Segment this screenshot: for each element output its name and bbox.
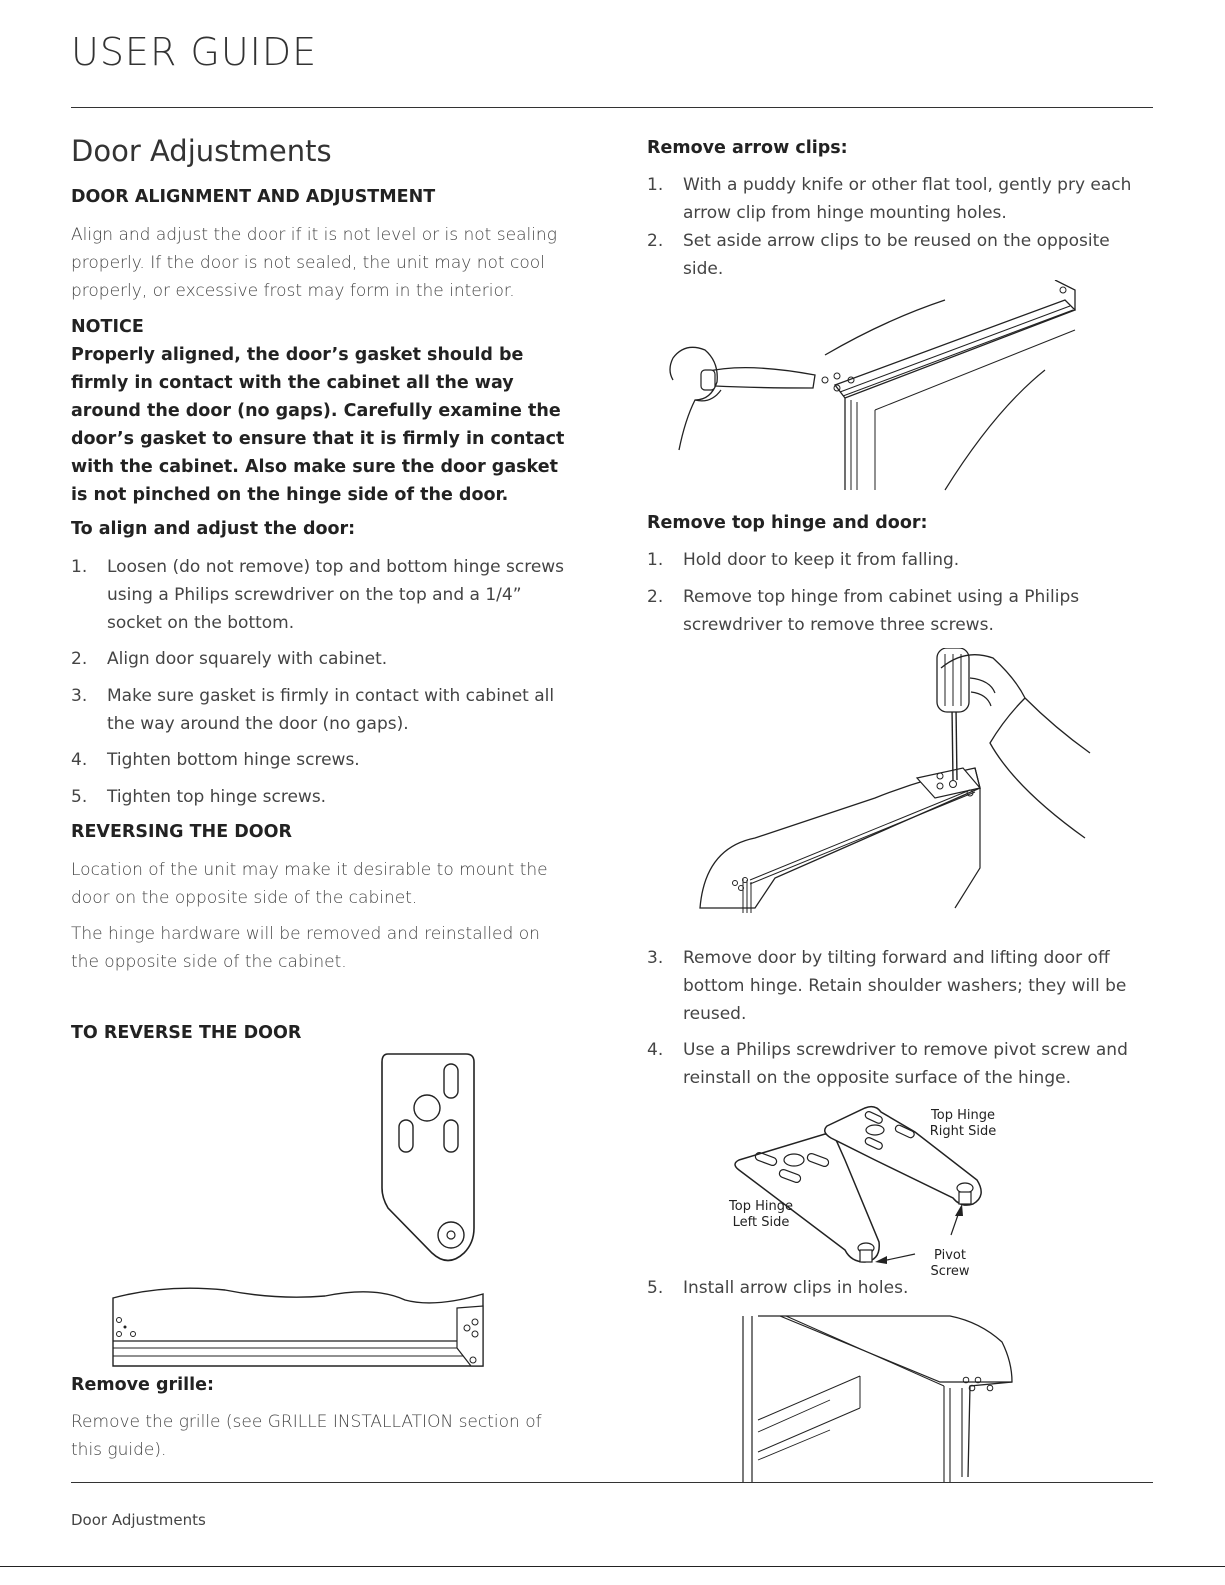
grille-heading: Remove grille: xyxy=(71,1375,214,1395)
alignment-heading: DOOR ALIGNMENT AND ADJUSTMENT xyxy=(71,187,436,207)
top-hinge-heading: Remove top hinge and door: xyxy=(647,513,928,533)
reversing-paragraph-1: Location of the unit may make it desirable to mount the door on the opposite side of the cabinet. xyxy=(71,860,548,908)
install-arrow-clips-illustration xyxy=(740,1312,1030,1487)
arrow-clips-heading: Remove arrow clips: xyxy=(647,138,848,158)
list-item: 1. Loosen (do not remove) top and bottom hinge screws using a Philips screwdriver on the top and a 1/4” socket on the bottom. xyxy=(71,557,565,633)
list-item: 2. Remove top hinge from cabinet using a Philips screwdriver to remove three screws. xyxy=(647,587,1080,635)
section-title: Door Adjustments xyxy=(71,134,332,168)
page-header-title: USER GUIDE xyxy=(71,30,318,74)
list-item: 4. Tighten bottom hinge screws. xyxy=(71,750,360,770)
list-item: 3. Remove door by tilting forward and lifting door off bottom hinge. Retain shoulder washers; they will be reused. xyxy=(647,948,1127,1024)
list-item: 4. Use a Philips screwdriver to remove pivot screw and reinstall on the opposite surface of the hinge. xyxy=(647,1040,1128,1088)
hinge-plate-illustration xyxy=(370,1048,490,1273)
list-item: 1. With a puddy knife or other flat tool, gently pry each arrow clip from hinge mounting holes. xyxy=(647,175,1132,223)
list-item: 1. Hold door to keep it from falling. xyxy=(647,550,960,570)
pry-arrow-clip-illustration xyxy=(665,280,1085,495)
list-item: 5. Install arrow clips in holes. xyxy=(647,1278,909,1298)
align-steps-heading: To align and adjust the door: xyxy=(71,519,356,539)
header-rule xyxy=(71,107,1153,108)
list-item: 3. Make sure gasket is firmly in contact with cabinet all the way around the door (no gaps). xyxy=(71,686,555,734)
reversing-paragraph-2: The hinge hardware will be removed and reinstalled on the opposite side of the cabinet. xyxy=(71,924,540,972)
screwdriver-hinge-illustration xyxy=(695,648,1105,918)
footer-rule xyxy=(71,1482,1153,1483)
list-item: 2. Align door squarely with cabinet. xyxy=(71,649,388,669)
alignment-paragraph: Align and adjust the door if it is not level or is not sealing properly. If the door is not sealed, the unit may not cool properly, or excessive frost may form in the interior. xyxy=(71,225,557,301)
notice-text: Properly aligned, the door’s gasket should be firmly in contact with the cabinet all the way around the door (no gaps). Carefully examine the door’s gasket to ensure that it is firmly in contact with the cabinet. Also make sure the door gasket is not pinched on the hinge side of the door. xyxy=(71,345,565,505)
grille-cabinet-illustration xyxy=(105,1278,490,1383)
hinge-label-right: Top Hinge Right Side xyxy=(929,1108,997,1139)
list-item: 2. Set aside arrow clips to be reused on the opposite side. xyxy=(647,231,1110,279)
hinge-label-left: Top Hinge Left Side xyxy=(729,1199,793,1230)
notice-label: NOTICE xyxy=(71,317,144,337)
grille-paragraph: Remove the grille (see GRILLE INSTALLATION section of this guide). xyxy=(71,1412,542,1460)
list-item: 5. Tighten top hinge screws. xyxy=(71,787,327,807)
page-bottom-rule xyxy=(0,1566,1225,1567)
footer-text: Door Adjustments xyxy=(71,1511,206,1529)
reversing-heading: REVERSING THE DOOR xyxy=(71,822,293,842)
pivot-screw-label: Pivot Screw xyxy=(930,1248,970,1279)
to-reverse-heading: TO REVERSE THE DOOR xyxy=(71,1023,302,1043)
